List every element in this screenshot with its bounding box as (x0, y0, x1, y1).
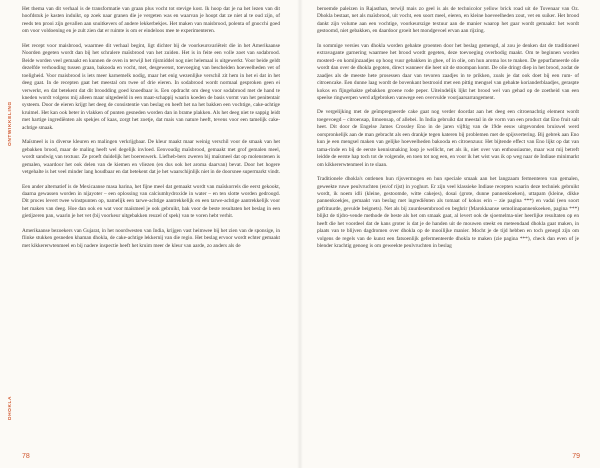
page-number-left: 78 (22, 453, 30, 460)
side-label-1: ONTWIKKELING (8, 101, 13, 146)
paragraph: beroemde paleizen in Rajasthan, terwijl mais zo geel is als de technicolor yellow brick road uit de Tovenaar van Oz. Dhokla bestaat, net als maïsbrood, uit vocht, een soort meel, eieren, en kleine hoeveelheden zout, vet en suiker. Het brood dankt zijn volume aan een vochtige, voorkeurszige textuur aan de manier waarop het gaar wordt gemaakt: het wordt gestoomd, niet gebakken, en daardoor groeit het mondgevoel ervan aan rijzing. (317, 6, 579, 35)
right-page (300, 0, 600, 468)
paragraph: Het recept voor maisbrood, waarmee dit verhaal begint, ligt dichter bij de voorkeursvariëteit die in het Amerikaanse Noorden gegeten wordt dan bij het schralere maïsbrood van het zuiden. Het is in feite een volle zoet van sodabrood. Beide worden veel gemaakt en kunnen de oven in terwijl het rijsmiddel nog niet helemaal is uitgewerkt. Voor beide geldt dezelfde verhouding tussen graan, bakooda en vocht, met, desgewenst, toevoeging van bescheiden hoeveelheden vet of toeligheid. Voor maisbrood is iets meer karnemelk nodig, maar het enig wezenlijke verschil zit hem in het ei dat in het deeg gaat. In de recepten gaat het meestal om twee of drie eieren. In sodabrood wordt normaal gesproken geen ei verwerkt, en dat betekent dat dit broodding goed knoedbaar is. Een opdracht om deeg voor sodabrood met de hand te kneden wordt volgens mij alleen maar uitgedeeld in een maat-schappij waarin koeden de basis vormt van het penitentair systeem. Door de eieren krijgt het deeg de consistentie van beslag en heeft het na het bakken een vochtige, cake-achtige kruimel. Het kan ook beter in vlakken of punten gesneden worden dan in brame plakken. Als het deeg niet te sappig leidt met hartige ingrediënten als spekjes of kaas, zorgt het zoetje, dat mais van nature heeft, tevens voor een tamelijk cake-achtige smaak. (22, 42, 280, 131)
left-text-column (22, 6, 280, 252)
page-number-right: 79 (572, 453, 580, 460)
paragraph: Amerikaanse bezoekers van Gujarat, in het noordwesten van India, krijgen vast heimwee bij het zien van de sponsige, in flinke stukken gesneden khaman dhokla, de cake-achtige lekkernij van die regio. Het beslag ervoor wordt echter gemaakt met kikkererwtenmeel en bij nadere inspectie heeft het kruim meer de kleur van aarde, zo anders als de (22, 227, 280, 249)
paragraph: Traditionele dhokla's ontlenen hun rijsvermogen en hun speciale smaak aan het langzaam fermenteren van gemalen, geweekte ruwe peulvruchten (en/of rijst) in yoghurt. Er zijn veel klassieke Indiase recepten waarin deze techniek gebruikt wordt, ik noem idli (kleine, gestoomde, witte cakejes), dosai (grote, dunne pannenkoeken), uttapam (kleine, dikke pannenkoekjes, gemaakt van beslag met ingrediënten als tomaat of kokos erin – zie pagina ***) en vadai (een soort gefrituurde, gevulde beignets). Net als bij zuurdesembrood en beghrir (Marokkaanse semolinapannenkoeken, pagina ***) blijkt de tijdro-vende methode de beste als het om smaak gaat, al levert ook de sjoemelma-nier heerlijke resultaten op en heeft die het voordeel dat de kans groter is dat je de handen uit de mouwen steekt en meteendaad dhokla gaat maken, in plaats van te blijven dagdromen over dhokla op de mooilijke manier. Mocht je de tijd hebben en toch genegd zijn om volgens de regels van de kunst een fatsoenlijk gefermenteerde dhokla te maken (zie pagina ***), check dan even of je blender krachtig genoeg is om geweekte peulvruchten in beslag (317, 176, 579, 250)
paragraph: Een ander alternatief is de Mexicaanse masa harina, het fijne meel dat gemaakt wordt van maïskorrels die eerst gekookt, daarna gewassen worden in nijayoter – een oplossing van calciumhydroxide in water – en ten slotte worden gedroogd. Dit proces levert twee winstpunten op, namelijk een tarwe-achtige aantrekkelijk en een tarwe-achtige aantrekkelijk voor het maken van deeg. Hoe dan ook en wat voor maïsmeel je ook gebruikt, bak voor de beste resultaten het beslag in een gietijzeren pan, waarin je het vet (bij voorkeur uitgebakken reuzel of spek) van te voren hebt verhit. (22, 183, 280, 220)
paragraph: Het thema van dit verhaal is de transformatie van graan plus vocht tot stevige kost. Ik hoop dat je na het lezen van dit hoofdstuk je kasten induikt, op zoek naar granen die je vergeten was en waarvan je hoopt dat ze niet al te oud zijn, of reeds ten prooi zijn gevallen aan snuitkevers of andere lekkerbekjes. Het maken van maisbrood, polenta of gnocchi goed om voor voldoening en je zult zien dat er ruimte is om er eindeloos mee te experimenteren. (22, 6, 280, 35)
book-gutter (297, 0, 303, 468)
paragraph: Maïsmeel is in diverse kleuren en malingen verkrijgbaar. De kleur maakt maar weinig verschil voor de smaak van het gebakken brood, maar de maling heeft wel degelijk invloed. Eenvoudig maïsbrood, gemaakt met grof gemalen meel, wordt sandwig van textuur. Ze proeft duidelijk het boerenwerk. Liefheb-bers zweren bij maïsmeel dat op molenstenen is gemalen, waardoor het ook delen van de kiemen en vliezen (en dus ook het aroma daarvan) bevat. Door het hogere vetgehalte is het veel minder lang houdbaar en dat betekent dat je het waarschijnlijk niet in de doorsnee supermarkt vindt. (22, 139, 280, 176)
paragraph: In sommige versies van dhokla worden gehakte groenten door het beslag gemengd, al zou je denken dat de traditioneel extravagante garnering waarmee het brood wordt gegeten, deze toevoeging overbodig maakt. Om te beginnen worden mosterd- en komijnzaadjes op hoog vuur gebakken in ghee, of in olie, om hun aroma los te maken. De gepurfameerde olie wordt dan over de dhokla gegoten, direct wanneer die heet uit de stoompan komt. De olie dringt diep in het brood, zodat de zaadjes als de meeste hete prosessen daar van tevoren zaadjes in te prikken, zoals je dat ook doet bij een rum- of citroencake. Een dunne laag wordt de bovenkant bestrooid met een pittig mengsel van gehakte korianderblaadjes, geraspte kokos en fijngehakte gebakken groene rode peper. Uiteindelijk lijkt het brood wel van gehad op de zoetheid van een speelse ringwerpen werd afgebroken vanwege een overvulde voorjaarsarrangement. (317, 42, 579, 101)
paragraph: De vergelijking met de geïmpregneerde cake gaat nog verder doordat aan het deeg een citroenachtig element wordt toegevoegd – citroensap, limoensap, of allebei. In India gebruikt dat meestal in de vorm van een product dat Eno fruit salt heet. Dit door de Engelse James Crossley Eno in de jaren vijftig van de 19de eeuw uitgevonden bruiswel werd oorspronkelijk aan de man gebracht als een drankje tegen kateren bij problemen met de spijsvertering. Bij gebrek aan Eno kun je een mengsel maken van gelijke hoeveelheden bakooda en citroenzuur. Het bijtende effect van Eno lijkt op dat van tama-rinde en bij de eerste kennismaking loop je wellicht, net als ik, niet over van enthousiasme, maar wat mij betreft leidde de eerste hap toch tot de volgende, en toen tot nog een, en voor ik het wist was ik op weg naar de Indiase minimarkt om kikkererwtenmeel in te slaan. (317, 109, 579, 168)
side-label-2: DHOKLA (8, 395, 13, 420)
right-text-column (317, 6, 579, 253)
